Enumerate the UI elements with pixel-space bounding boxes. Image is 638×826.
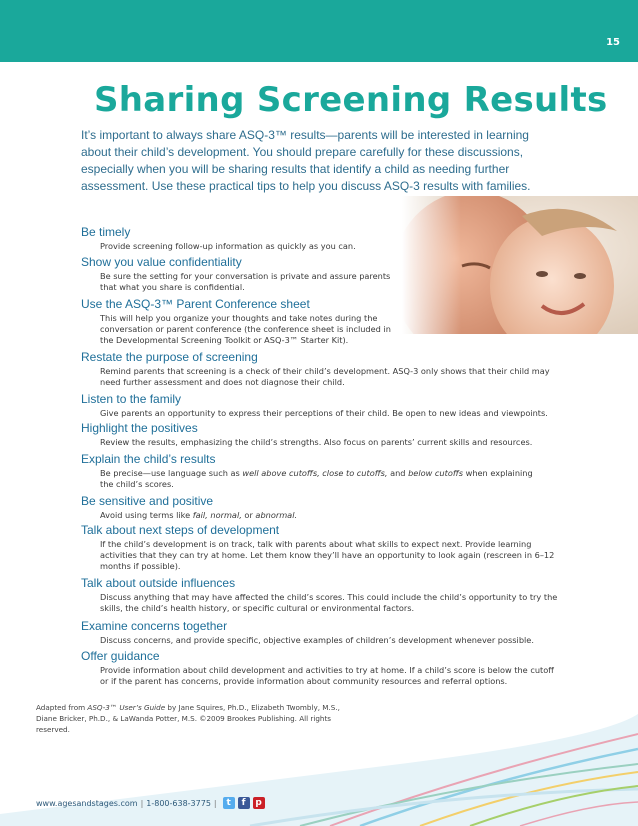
- page-title: Sharing Screening Results: [94, 80, 608, 120]
- intro-paragraph: It’s important to always share ASQ-3™ results—parents will be interested in learning about their child’s development. You should prepare carefully for these discussions, especially when you will be sharing results that identify a child as needing further assessment. Use these practical tips to help you discuss ASQ-3 results with families.: [81, 128, 531, 193]
- tip-heading: Talk about outside influences: [81, 576, 236, 590]
- parent-child-photo: [402, 196, 638, 334]
- tip-item: [81, 523, 554, 572]
- tip-heading: Restate the purpose of screening: [81, 350, 258, 364]
- tip-body: Give parents an opportunity to express their perceptions of their child. Be open to new ideas and viewpoints.: [100, 408, 548, 418]
- twitter-icon[interactable]: t: [223, 797, 235, 809]
- tip-item: [81, 297, 391, 346]
- credit-line: Adapted from ASQ-3™ User’s Guide by Jane Squires, Ph.D., Elizabeth Twombly, M.S., Diane Bricker, Ph.D., & LaWanda Potter, M.S. ©2009 Brookes Publishing. All rights reserved.: [36, 703, 340, 734]
- tip-item: [81, 392, 548, 419]
- tip-body: Remind parents that screening is a check of their child’s development. ASQ-3 only shows that their child may need further assessment and does not diagnose their child.: [100, 366, 550, 387]
- tip-heading: Be sensitive and positive: [81, 494, 214, 508]
- tip-heading: Highlight the positives: [81, 421, 198, 435]
- tip-item: [81, 421, 532, 448]
- tip-item: [81, 452, 533, 490]
- tip-item: [81, 494, 297, 521]
- tip-body: Discuss concerns, and provide specific, objective examples of children’s development whenever possible.: [100, 635, 534, 645]
- tip-body: Provide information about child development and activities to try at home. If a child’s score is below the cutoff or if the parent has concerns, provide information about community resources and referral options.: [100, 665, 554, 686]
- tip-body: Avoid using terms like fail, normal, or abnormal.: [100, 510, 298, 520]
- tip-item: [81, 225, 356, 252]
- tip-body: Review the results, emphasizing the child’s strengths. Also focus on parents’ current skills and resources.: [100, 437, 533, 447]
- website-link[interactable]: www.agesandstages.com: [36, 798, 138, 808]
- tip-item: [81, 350, 550, 388]
- tip-body: Be sure the setting for your conversation is private and assure parents that what you share is confidential.: [100, 271, 391, 292]
- tip-item: [81, 649, 554, 687]
- tip-heading: Offer guidance: [81, 649, 160, 663]
- tip-heading: Be timely: [81, 225, 131, 239]
- footer: www.agesandstages.com | 1-800-638-3775 | t f p: [36, 797, 265, 809]
- tip-item: [81, 619, 534, 646]
- pinterest-icon[interactable]: p: [253, 797, 265, 809]
- tip-item: [81, 576, 557, 614]
- tip-body: Discuss anything that may have affected the child’s scores. This could include the child’s opportunity to try the skills, the child’s health history, or specific cultural or environmental factors.: [100, 592, 558, 613]
- tip-heading: Use the ASQ-3™ Parent Conference sheet: [81, 297, 310, 311]
- tip-body: Provide screening follow-up information as quickly as you can.: [100, 241, 356, 251]
- tip-body: If the child’s development is on track, talk with parents about what skills to expect next. Provide learning activities that they can try at home. Let them know they’ll have an opportunity to look again (rescreen in 6–12 months if possible).: [100, 539, 555, 571]
- tip-heading: Examine concerns together: [81, 619, 228, 633]
- tip-item: [81, 255, 390, 293]
- phone-number: 1-800-638-3775: [146, 798, 211, 808]
- tip-body: This will help you organize your thoughts and take notes during the conversation or parent conference (the conference sheet is included in the Developmental Screening Toolkit or ASQ-3™ Starter Kit).: [100, 313, 391, 345]
- tip-body: Be precise—use language such as well above cutoffs, close to cutoffs, and below cutoffs when explaining the child’s scores.: [100, 468, 533, 489]
- header-bar: [0, 0, 638, 62]
- tip-heading: Talk about next steps of development: [81, 523, 280, 537]
- facebook-icon[interactable]: f: [238, 797, 250, 809]
- tip-heading: Show you value confidentiality: [81, 255, 242, 269]
- tip-heading: Explain the child’s results: [81, 452, 216, 466]
- page-number: 15: [606, 37, 620, 48]
- tip-heading: Listen to the family: [81, 392, 182, 406]
